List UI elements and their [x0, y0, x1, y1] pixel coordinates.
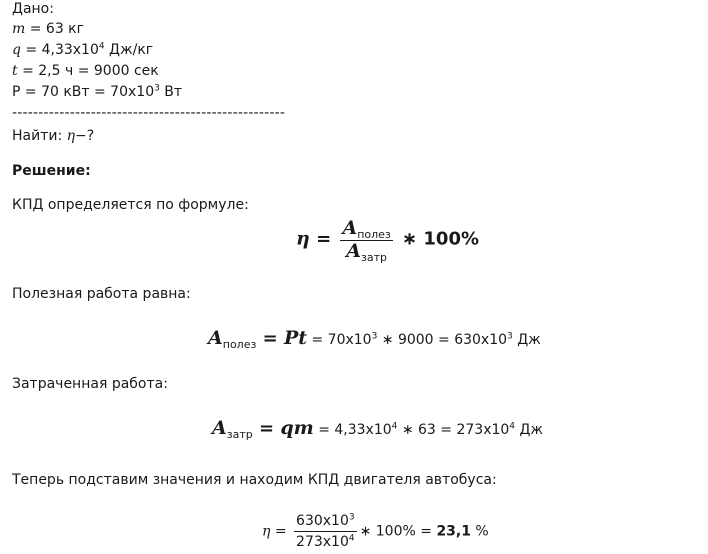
f3-rest-c: Дж — [515, 422, 544, 438]
f4-fraction — [294, 511, 357, 552]
f4-den-exp: 4 — [348, 533, 355, 544]
f2-rest-b: ∗ 9000 = 630x10 — [377, 332, 508, 348]
useful-text: Полезная работа равна: — [12, 286, 191, 302]
solution-label: Решение: — [12, 163, 91, 179]
f2-sym: A — [208, 327, 223, 349]
kpd-text: КПД определяется по формуле: — [12, 197, 249, 213]
given-power — [12, 83, 182, 101]
f4-mid: ∗ 100% = — [359, 523, 437, 540]
f2-sub: полез — [222, 337, 257, 351]
spent-text: Затраченная работа: — [12, 376, 168, 392]
final-text: Теперь подставим значения и находим КПД двигателя автобуса: — [12, 472, 497, 488]
mass-value: = 63 кг — [25, 21, 84, 37]
f1-eta: η — [296, 227, 310, 250]
mass-symbol: m — [12, 21, 26, 37]
power-value: P = 70 кВт = 70x10 — [12, 84, 155, 100]
find-line — [12, 127, 94, 145]
f4-pct: % — [470, 523, 489, 540]
time-symbol: t — [12, 63, 18, 79]
heat-value: = 4,33x10 — [20, 42, 99, 58]
find-suffix: −? — [75, 128, 95, 144]
formula-spent-work — [212, 417, 543, 439]
f2-eq: = — [256, 328, 284, 349]
f3-eq: = — [252, 418, 281, 439]
f1-num-sub: полез — [357, 227, 391, 241]
f1-tail: ∗ 100% — [395, 228, 480, 250]
f3-exp1: 4 — [391, 421, 398, 432]
f4-eta: η — [262, 523, 271, 540]
f1-num-sym: A — [342, 217, 358, 239]
f3-rest-a: = 4,33x10 — [313, 422, 392, 438]
f1-eq: = — [309, 228, 338, 250]
given-heat — [12, 41, 153, 59]
power-unit: Вт — [159, 84, 183, 100]
heat-symbol: q — [12, 42, 21, 58]
f2-exp1: 3 — [371, 331, 378, 342]
f4-den: 273x10 — [296, 534, 349, 550]
formula-efficiency — [296, 218, 479, 263]
f4-eq: = — [270, 523, 292, 540]
f4-num: 630x10 — [296, 513, 349, 529]
f3-exp2: 4 — [509, 421, 516, 432]
power-exp: 3 — [154, 83, 160, 94]
f3-sym: A — [212, 417, 227, 439]
find-eta: η — [66, 128, 76, 144]
f2-pt: Pt — [283, 327, 308, 349]
formula-useful-work — [208, 327, 541, 349]
heat-exp: 4 — [98, 41, 105, 52]
given-time — [12, 62, 159, 80]
heat-unit: Дж/кг — [104, 42, 154, 58]
f4-result: 23,1 — [436, 523, 471, 540]
find-prefix: Найти: — [12, 128, 67, 144]
f4-num-exp: 3 — [348, 512, 355, 523]
given-label: Дано: — [12, 1, 54, 17]
time-value: = 2,5 ч = 9000 сек — [17, 63, 159, 79]
separator: ---------------------------------------------------- — [12, 105, 286, 121]
formula-result — [262, 511, 489, 552]
f3-qm: qm — [280, 417, 314, 439]
f2-rest-c: Дж — [512, 332, 541, 348]
f3-rest-b: ∗ 63 = 273x10 — [397, 422, 510, 438]
f1-fraction — [340, 218, 392, 263]
f1-den-sub: затр — [361, 250, 387, 264]
given-mass — [12, 20, 84, 38]
f2-rest-a: = 70x10 — [307, 332, 372, 348]
f2-exp2: 3 — [507, 331, 513, 342]
f1-den-sym: A — [346, 240, 361, 262]
f3-sub: затр — [226, 427, 253, 441]
